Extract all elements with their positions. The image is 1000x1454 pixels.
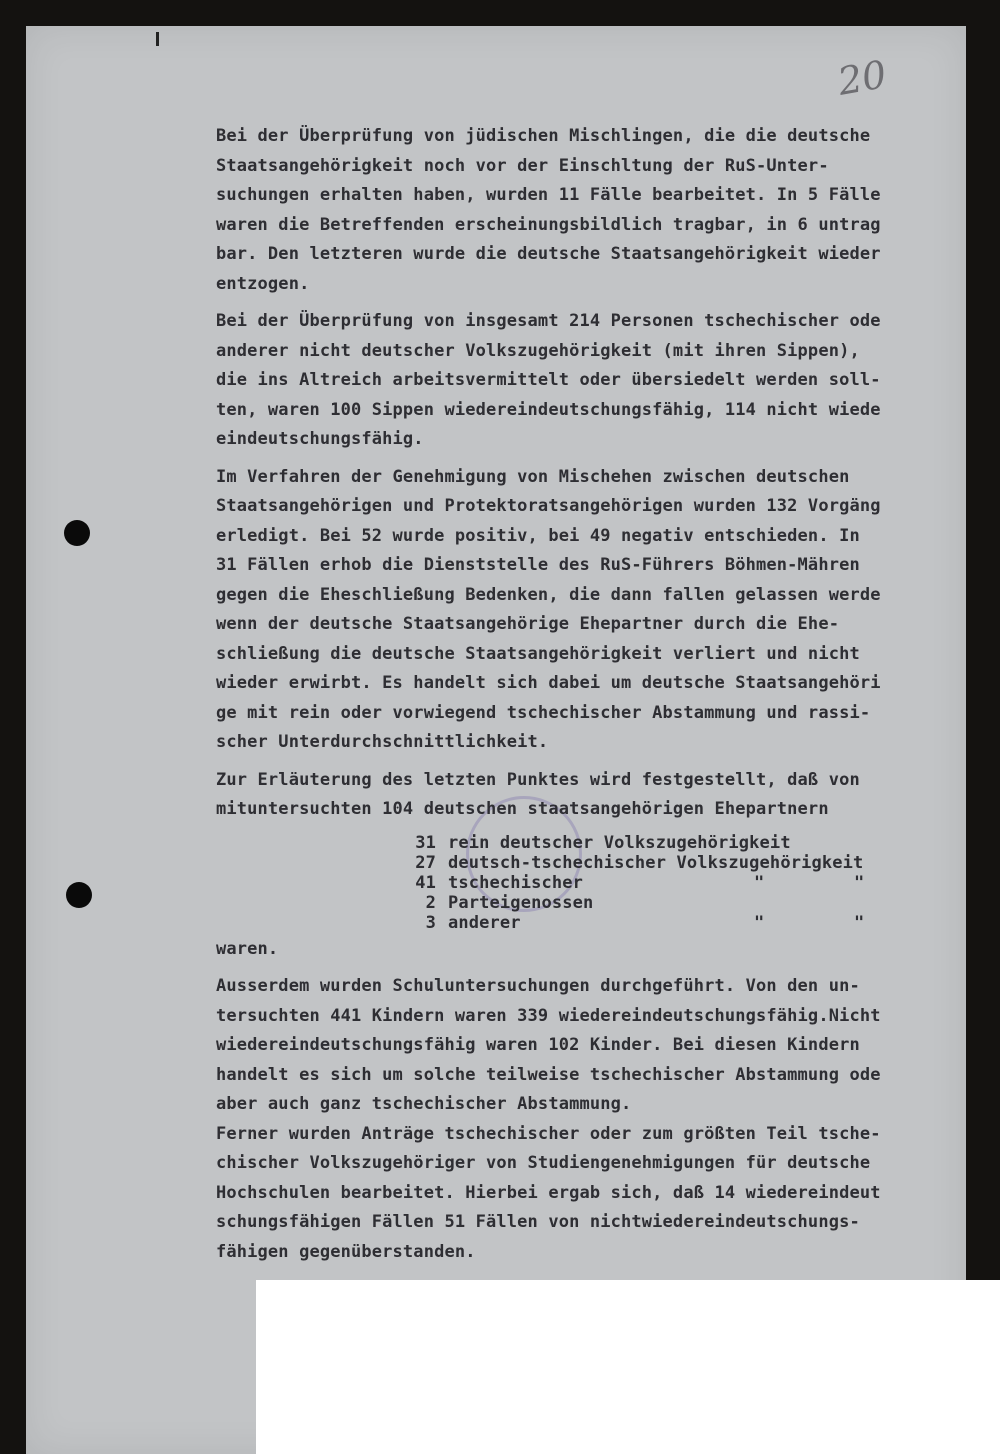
paragraph — [216, 122, 964, 299]
ditto-mark — [854, 833, 914, 853]
row-label: deutsch-tschechischer Volkszugehörigkeit — [448, 852, 864, 873]
text-line: gegen die Eheschließung Bedenken, die dann fallen gelassen werde — [216, 584, 881, 605]
text-line: ten, waren 100 Sippen wiedereindeutschungsfähig, 114 nicht wiede — [216, 399, 881, 420]
row-count: 3 — [425, 912, 436, 933]
text-line: Staatsangehörigen und Protektoratsangehörigen wurden 132 Vorgäng — [216, 496, 881, 516]
text-line: suchungen erhalten haben, wurden 11 Fälle bearbeitet. In 5 Fälle — [216, 185, 881, 205]
text-line: anderer nicht deutscher Volkszugehörigkeit (mit ihren Sippen), — [216, 340, 860, 361]
paragraph — [216, 463, 964, 758]
row-label: tschechischer — [448, 872, 584, 893]
text-line: entzogen. — [216, 273, 310, 294]
ditto-mark — [854, 893, 914, 913]
ditto-mark: " — [854, 872, 865, 893]
punch-hole-lower — [66, 882, 92, 908]
ditto-mark: " — [754, 872, 765, 893]
blank-overlay — [256, 1280, 1000, 1454]
paragraph — [216, 972, 964, 1267]
text-line: wiedereindeutschungsfähig waren 102 Kinder. Bei diesen Kindern — [216, 1035, 860, 1055]
text-line: die ins Altreich arbeitsvermittelt oder übersiedelt werden soll- — [216, 370, 881, 390]
text-line: Im Verfahren der Genehmigung von Mischehen zwischen deutschen — [216, 466, 850, 487]
ditto-mark — [754, 833, 854, 853]
paragraphs-before-table — [216, 122, 964, 825]
text-line: fähigen gegenüberstanden. — [216, 1241, 476, 1262]
text-line: eindeutschungsfähig. — [216, 429, 424, 449]
text-line: wieder erwirbt. Es handelt sich dabei um deutsche Staatsangehöri — [216, 673, 881, 693]
row-count: 27 — [415, 852, 436, 873]
text-line: wenn der deutsche Staatsangehörige Ehepartner durch die Ehe- — [216, 614, 840, 634]
text-line: Zur Erläuterung des letzten Punktes wird festgestellt, daß von — [216, 769, 860, 790]
table-row — [216, 913, 964, 933]
punch-hole-upper — [64, 520, 90, 546]
typed-text-body — [216, 122, 964, 1275]
text-line: erledigt. Bei 52 wurde positiv, bei 49 negativ entschieden. In — [216, 525, 860, 546]
ditto-mark: " — [854, 912, 865, 933]
handwritten-page-number: 20 — [834, 52, 890, 104]
text-line: schungsfähigen Fällen 51 Fällen von nichtwiedereindeutschungs- — [216, 1212, 860, 1232]
row-label: rein deutscher Volkszugehörigkeit — [448, 832, 791, 853]
margin-mark — [156, 32, 159, 46]
table-row — [216, 853, 964, 873]
text-line: aber auch ganz tschechischer Abstammung. — [216, 1094, 632, 1114]
text-line: Hochschulen bearbeitet. Hierbei ergab sich, daß 14 wiedereindeut — [216, 1182, 881, 1203]
text-line: scher Unterdurchschnittlichkeit. — [216, 732, 549, 752]
row-label: anderer — [448, 912, 521, 933]
ditto-mark — [754, 853, 854, 873]
text-line: tersuchten 441 Kindern waren 339 wiedereindeutschungsfähig.Nicht — [216, 1005, 881, 1026]
paragraph — [216, 766, 964, 825]
row-count: 41 — [415, 872, 436, 893]
text-line: mituntersuchten 104 deutschen staatsangehörigen Ehepartnern — [216, 799, 829, 819]
paragraphs-after-table — [216, 972, 964, 1267]
paragraph — [216, 307, 964, 455]
spouse-nationality-table — [216, 833, 964, 933]
table-closing-word: waren. — [216, 938, 279, 959]
row-count: 31 — [415, 832, 436, 853]
text-line: schließung die deutsche Staatsangehörigkeit verliert und nicht — [216, 643, 860, 664]
table-row — [216, 873, 964, 893]
ditto-mark — [854, 853, 914, 873]
row-label: Parteigenossen — [448, 892, 594, 913]
ditto-mark: " — [754, 912, 765, 933]
text-line: Ferner wurden Anträge tschechischer oder zum größten Teil tsche- — [216, 1123, 881, 1144]
ditto-mark — [754, 893, 854, 913]
text-line: bar. Den letzteren wurde die deutsche Staatsangehörigkeit wieder — [216, 244, 881, 264]
text-line: Ausserdem wurden Schuluntersuchungen durchgeführt. Von den un- — [216, 976, 860, 996]
text-line: 31 Fällen erhob die Dienststelle des RuS-Führers Böhmen-Mähren — [216, 555, 860, 575]
table-row — [216, 833, 964, 853]
row-count: 2 — [425, 892, 436, 913]
text-line: Staatsangehörigkeit noch vor der Einschltung der RuS-Unter- — [216, 155, 829, 176]
text-line: ge mit rein oder vorwiegend tschechischer Abstammung und rassi- — [216, 702, 871, 723]
text-line: Bei der Überprüfung von jüdischen Mischlingen, die die deutsche — [216, 126, 871, 146]
text-line: Bei der Überprüfung von insgesamt 214 Personen tschechischer ode — [216, 311, 881, 331]
text-line: chischer Volkszugehöriger von Studiengenehmigungen für deutsche — [216, 1153, 871, 1173]
document-page — [26, 26, 966, 1454]
table-row — [216, 893, 964, 913]
text-line: waren die Betreffenden erscheinungsbildlich tragbar, in 6 untrag — [216, 214, 881, 235]
text-line: handelt es sich um solche teilweise tschechischer Abstammung ode — [216, 1064, 881, 1085]
